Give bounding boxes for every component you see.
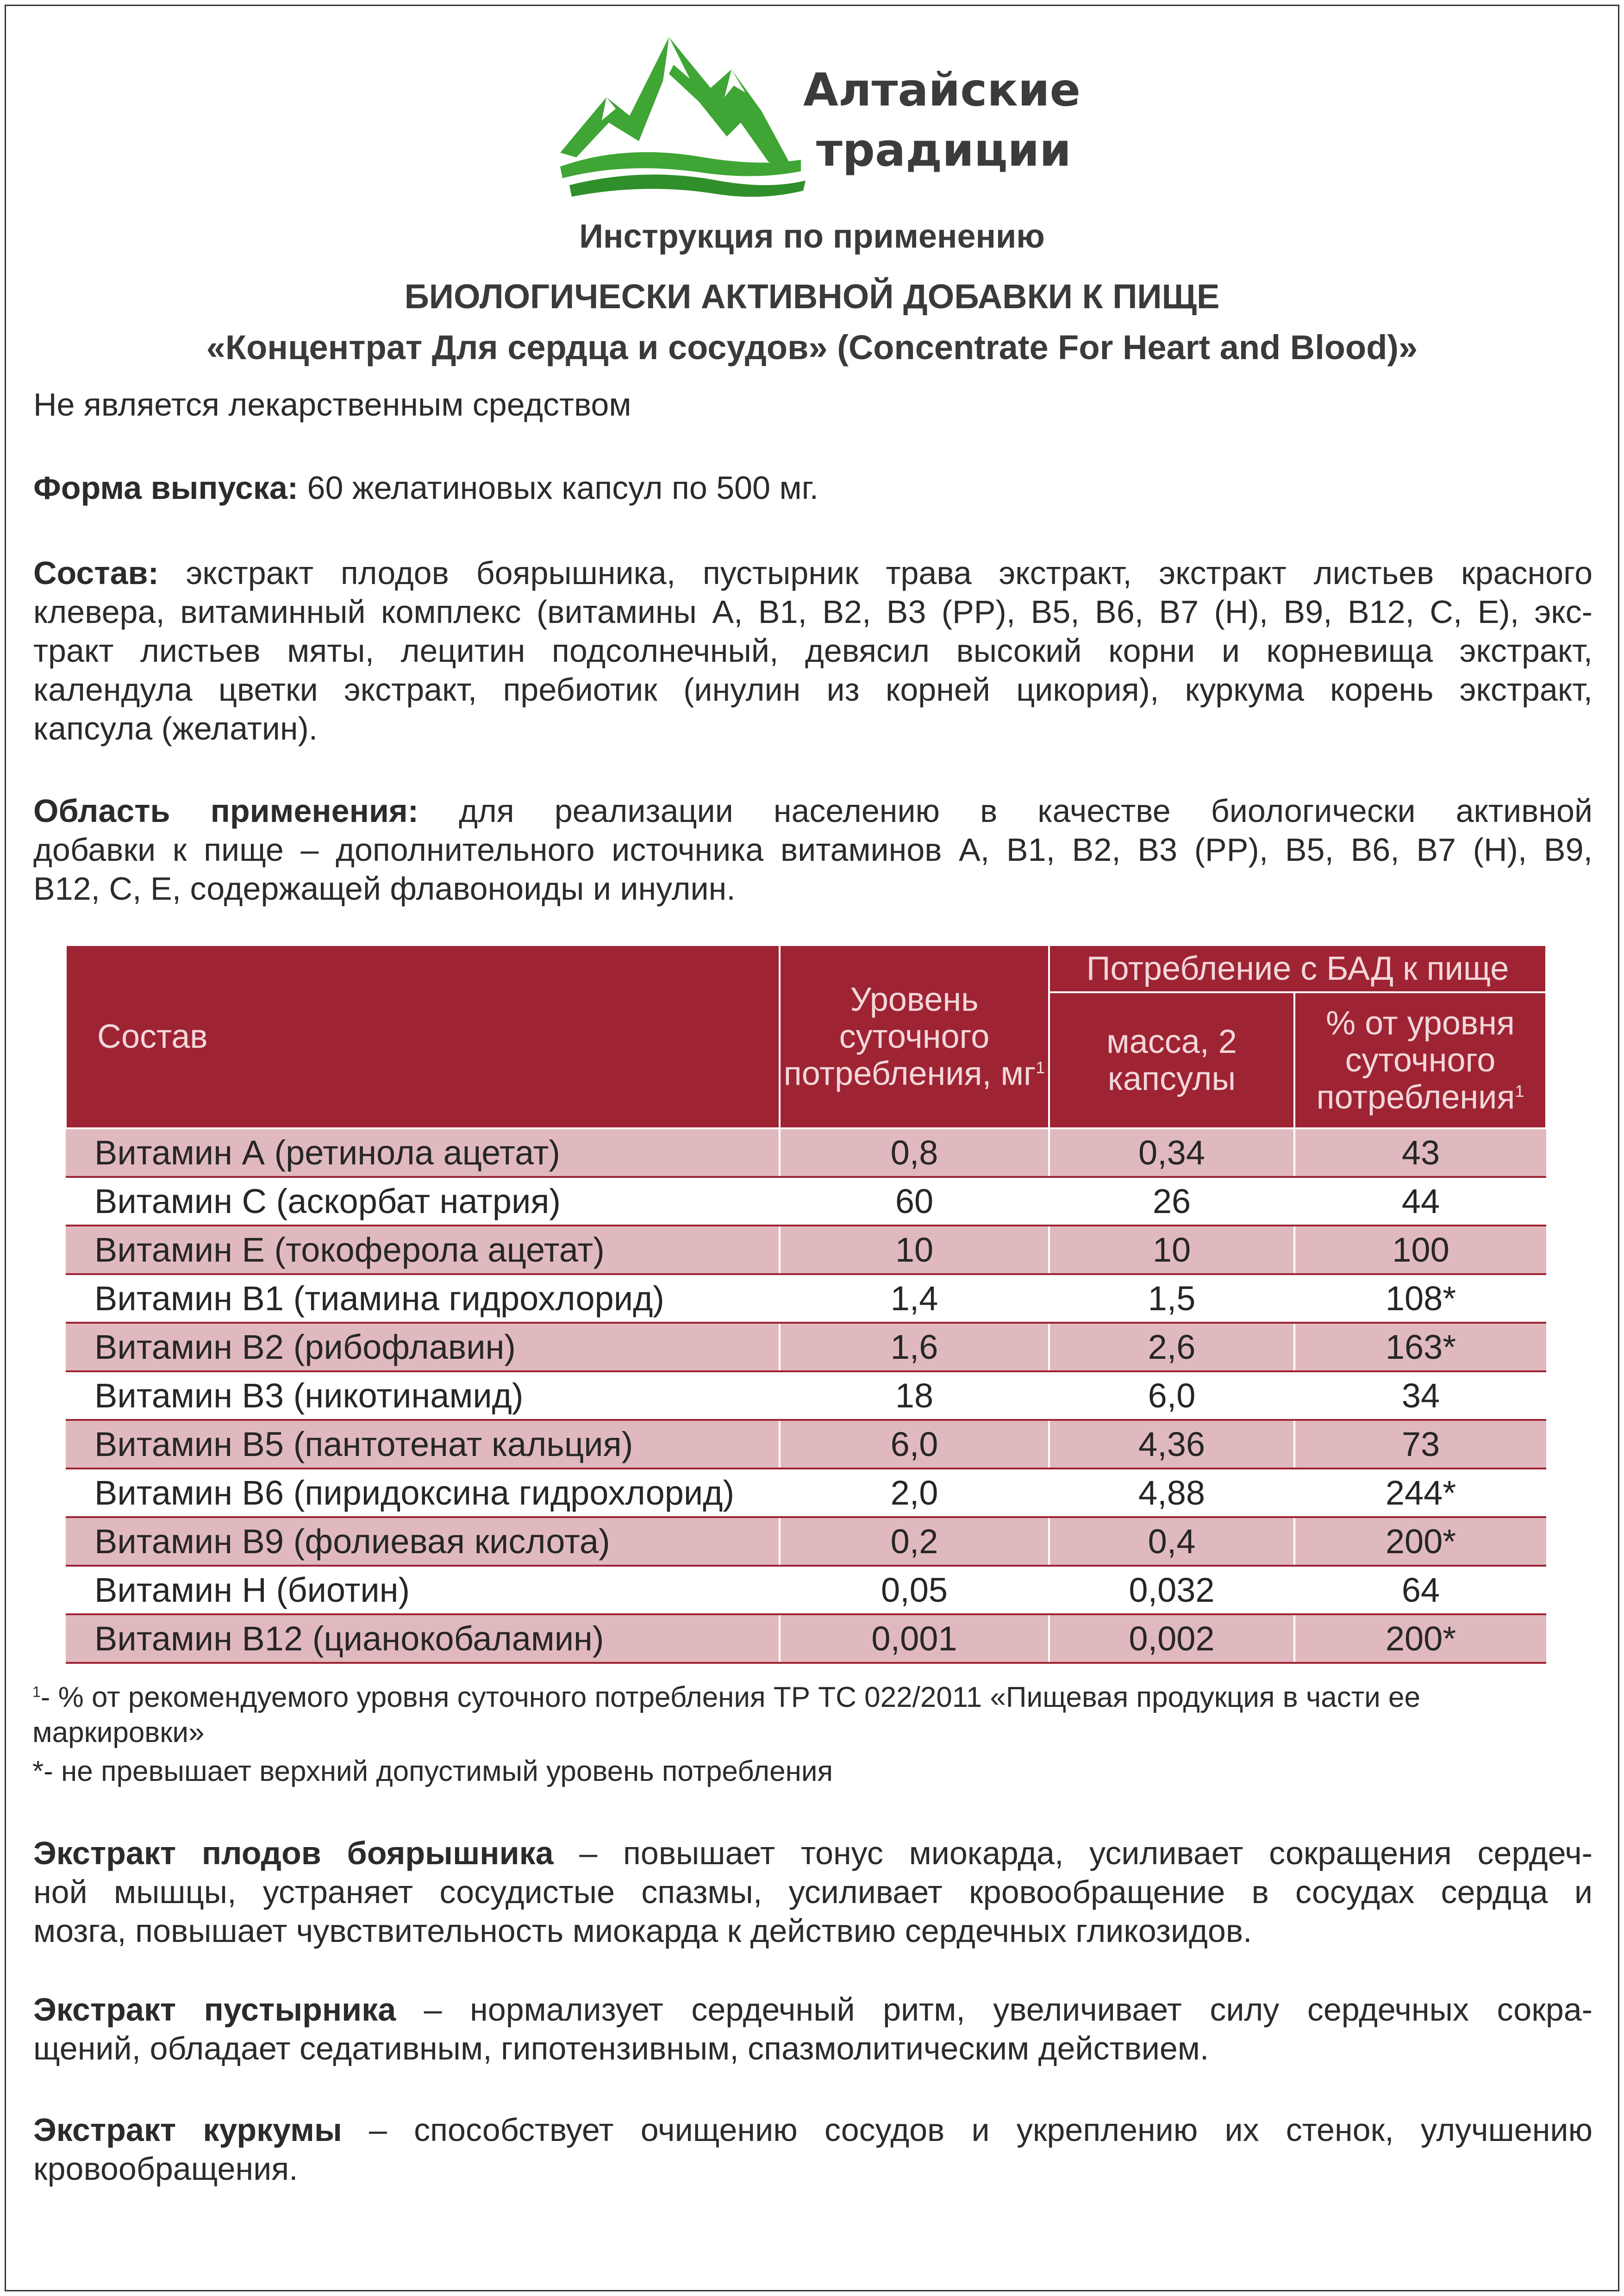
- cell-percent: 100: [1294, 1226, 1546, 1274]
- product-category-title: БИОЛОГИЧЕСКИ АКТИВНОЙ ДОБАВКИ К ПИЩЕ: [404, 277, 1220, 316]
- cell-name: Витамин В12 (цианокобаламин): [66, 1614, 780, 1663]
- cell-percent: 108*: [1294, 1274, 1546, 1323]
- table-row: [66, 1420, 1546, 1468]
- cell-mass: 2,6: [1049, 1323, 1294, 1371]
- cell-level: 0,8: [780, 1128, 1049, 1177]
- cell-level: 18: [780, 1371, 1049, 1420]
- cell-level: 0,001: [780, 1614, 1049, 1663]
- motherwort-section: Экстракт пустырника – нормализует сердечный ритм, увеличивает силу сердечных сокра- щений, обладает седативным, гипотензивным, спазмолитическим действием.: [33, 1991, 1593, 2066]
- cell-percent: 73: [1294, 1420, 1546, 1468]
- table-row: [66, 1566, 1546, 1614]
- cell-percent: 200*: [1294, 1614, 1546, 1663]
- composition-section: Состав: экстракт плодов боярышника, пустырник трава экстракт, экстракт листьев красного клевера, витаминный комплекс (витамины А, В1, В2, В3 (PP), В5, В6, В7 (Н), В9, В12, С, Е), экс- тракт листьев мяты, лецитин подсолнечный, девясил высокий корни и корневища экстракт, календула цветки экстракт, пребиотик (инулин из корней цикория), куркума корень экстракт, капсула (желатин).: [33, 555, 1593, 747]
- mountain-logo-icon: [551, 28, 810, 208]
- header-mass: масса, 2 капсулы: [1049, 992, 1294, 1128]
- cell-mass: 0,34: [1049, 1128, 1294, 1177]
- nutrition-table: [65, 944, 1545, 1664]
- release-form: [33, 468, 1593, 507]
- product-name-title: «Концентрат Для сердца и сосудов» (Concentrate For Heart and Blood)»: [206, 328, 1418, 367]
- cell-mass: 4,36: [1049, 1420, 1294, 1468]
- cell-level: 2,0: [780, 1468, 1049, 1517]
- cell-level: 1,4: [780, 1274, 1049, 1323]
- cell-level: 6,0: [780, 1420, 1049, 1468]
- cell-name: Витамин В9 (фолиевая кислота): [66, 1517, 780, 1566]
- cell-percent: 44: [1294, 1177, 1546, 1226]
- composition-label: Состав:: [33, 555, 159, 591]
- table-row: [66, 1468, 1546, 1517]
- motherwort-label: Экстракт пустырника: [33, 1991, 396, 2028]
- cell-mass: 1,5: [1049, 1274, 1294, 1323]
- cell-percent: 163*: [1294, 1323, 1546, 1371]
- release-form-label: Форма выпуска:: [33, 470, 299, 506]
- cell-level: 1,6: [780, 1323, 1049, 1371]
- cell-mass: 10: [1049, 1226, 1294, 1274]
- brand-name: [803, 60, 1081, 180]
- cell-name: Витамин В5 (пантотенат кальция): [66, 1420, 780, 1468]
- cell-level: 0,2: [780, 1517, 1049, 1566]
- cell-name: Витамин А (ретинола ацетат): [66, 1128, 780, 1177]
- cell-level: 60: [780, 1177, 1049, 1226]
- cell-mass: 6,0: [1049, 1371, 1294, 1420]
- release-form-text: 60 желатиновых капсул по 500 мг.: [298, 470, 819, 506]
- table-row: [66, 1371, 1546, 1420]
- cell-mass: 26: [1049, 1177, 1294, 1226]
- cell-mass: 4,88: [1049, 1468, 1294, 1517]
- cell-mass: 0,4: [1049, 1517, 1294, 1566]
- cell-percent: 200*: [1294, 1517, 1546, 1566]
- header-percent: % от уровня суточного потребления$^1$: [1294, 992, 1546, 1128]
- table-row: [66, 1226, 1546, 1274]
- cell-level: 0,05: [780, 1566, 1049, 1614]
- cell-name: Витамин В2 (рибофлавин): [66, 1323, 780, 1371]
- cell-name: Витамин Н (биотин): [66, 1566, 780, 1614]
- cell-percent: 64: [1294, 1566, 1546, 1614]
- table-row: [66, 1177, 1546, 1226]
- instruction-title: Инструкция по применению: [579, 218, 1045, 255]
- table-row: [66, 1517, 1546, 1566]
- cell-mass: 0,032: [1049, 1566, 1294, 1614]
- cell-percent: 43: [1294, 1128, 1546, 1177]
- header-daily-level: Уровень суточного потребления, $мг^1$: [780, 945, 1049, 1128]
- hawthorn-section: Экстракт плодов боярышника – повышает тонус миокарда, усиливает сокращения сердеч- ной мышцы, устраняет сосудистые спазмы, усиливает кровообращение в сосудах сердца и мозга, повышает чувствительность миокарда к действию сердечных гликозидов.: [33, 1835, 1593, 1949]
- cell-name: Витамин В1 (тиамина гидрохлорид): [66, 1274, 780, 1323]
- footnote-1: $^1$- % от рекомендуемого уровня суточного потребления ТР ТС 022/2011 «Пищевая продукция в части ее маркировки»: [32, 1681, 1420, 1748]
- turmeric-label: Экстракт куркумы: [33, 2112, 342, 2148]
- table-row: [66, 1614, 1546, 1663]
- not-medicine-note: Не является лекарственным средством: [33, 386, 631, 423]
- brand-line-2: традиции: [816, 124, 1071, 177]
- table-row: [66, 1128, 1546, 1177]
- header-consumption: Потребление с БАД к пище: [1049, 945, 1546, 992]
- cell-name: Витамин В6 (пиридоксина гидрохлорид): [66, 1468, 780, 1517]
- brand-logo: [551, 28, 1083, 208]
- scope-label: Область применения:: [33, 793, 419, 829]
- cell-mass: 0,002: [1049, 1614, 1294, 1663]
- hawthorn-label: Экстракт плодов боярышника: [33, 1835, 554, 1871]
- cell-level: 10: [780, 1226, 1049, 1274]
- turmeric-section: Экстракт куркумы – способствует очищению сосудов и укреплению их стенок, улучшению кровообращения.: [33, 2112, 1593, 2187]
- cell-percent: 34: [1294, 1371, 1546, 1420]
- header-composition: Состав: [66, 945, 780, 1128]
- brand-line-1: Алтайские: [803, 64, 1081, 117]
- cell-name: Витамин С (аскорбат натрия): [66, 1177, 780, 1226]
- table-row: [66, 1323, 1546, 1371]
- scope-section: Область применения: для реализации населению в качестве биологически активной добавки к пище – дополнительного источника витаминов А, В1, В2, В3 (PP), В5, В6, В7 (Н), В9, В12, С, Е, содержащей флавоноиды и инулин.: [33, 793, 1593, 907]
- cell-name: Витамин В3 (никотинамид): [66, 1371, 780, 1420]
- footnote-2: *- не превышает верхний допустимый уровень потребления: [32, 1755, 833, 1787]
- table-row: [66, 1274, 1546, 1323]
- cell-name: Витамин Е (токоферола ацетат): [66, 1226, 780, 1274]
- cell-percent: 244*: [1294, 1468, 1546, 1517]
